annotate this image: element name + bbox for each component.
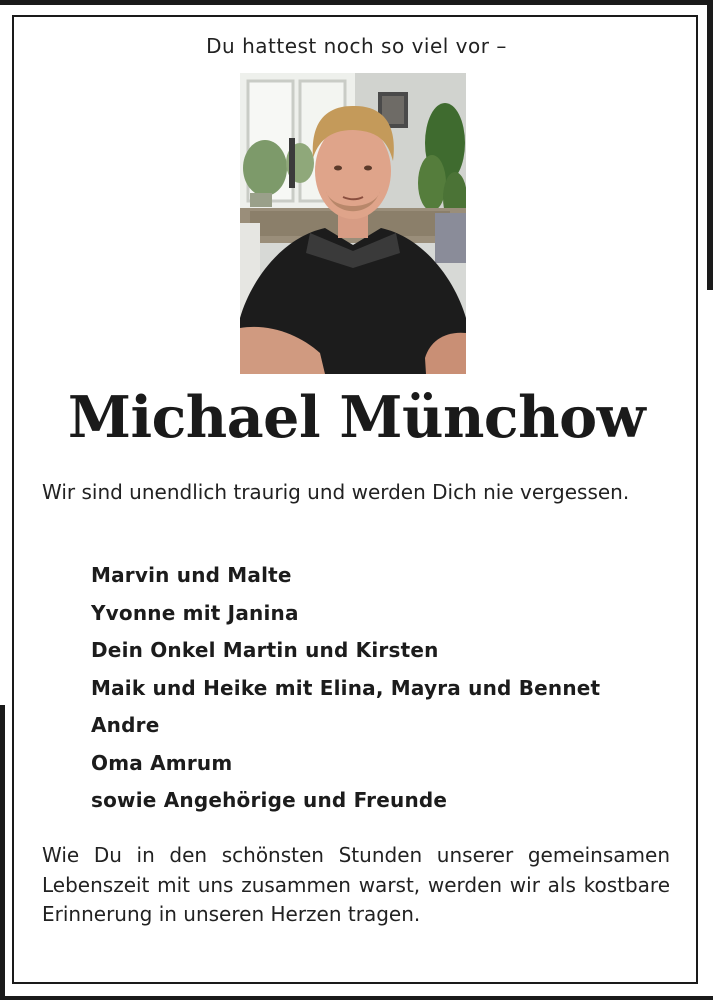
mourner-line: Andre bbox=[91, 713, 160, 737]
mourner-line: Maik und Heike mit Elina, Mayra und Bennet bbox=[91, 675, 601, 700]
mourner-line: Marvin und Malte bbox=[91, 563, 292, 587]
headline: Du hattest noch so viel vor – bbox=[206, 34, 507, 58]
deceased-name: Michael Münchow bbox=[67, 384, 646, 451]
bottom-rule bbox=[0, 996, 713, 1000]
mourners-list bbox=[91, 557, 600, 820]
top-rule bbox=[0, 0, 713, 5]
mourner-line: Dein Onkel Martin und Kirsten bbox=[91, 638, 439, 662]
portrait-photo bbox=[240, 73, 466, 374]
mourner-line: Yvonne mit Janina bbox=[91, 600, 299, 625]
mourner-line: sowie Angehörige und Freunde bbox=[91, 788, 448, 812]
left-edge-bar bbox=[0, 705, 5, 1000]
closing-text: Wie Du in den schönsten Stunden unserer gemeinsamen Lebenszeit mit uns zusammen warst, werden wir als kostbare Erinnerung in unseren Herzen tragen. bbox=[42, 843, 670, 926]
intro-text: Wir sind unendlich traurig und werden Dich nie vergessen. bbox=[42, 480, 630, 504]
mourner-line: Oma Amrum bbox=[91, 750, 233, 775]
